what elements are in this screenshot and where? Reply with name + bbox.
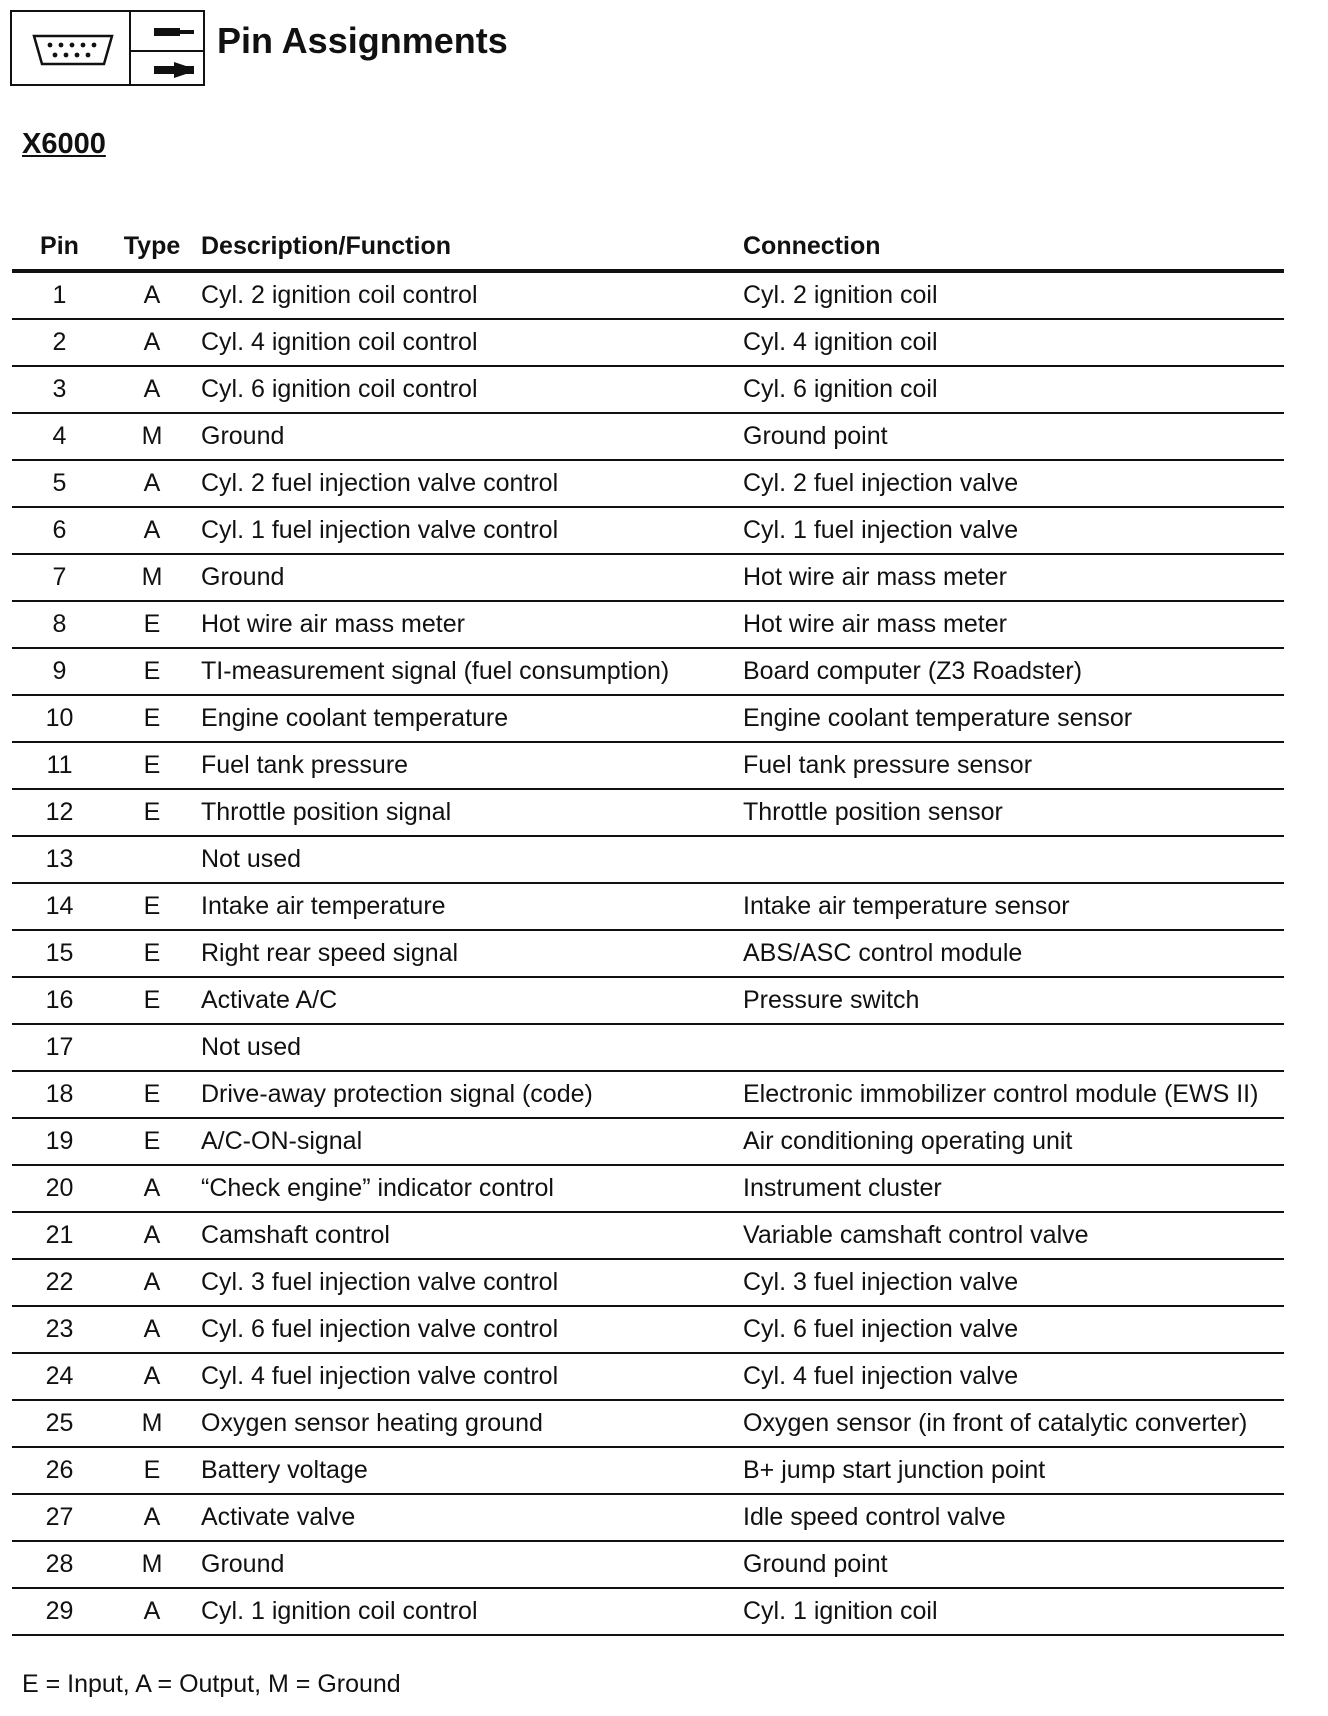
description-cell: Cyl. 4 ignition coil control [197, 319, 739, 366]
pin-cell: 10 [12, 695, 107, 742]
pin-cell: 9 [12, 648, 107, 695]
type-cell: M [107, 1541, 197, 1588]
table-row [12, 1071, 1284, 1118]
type-cell [107, 1024, 197, 1071]
type-cell: E [107, 742, 197, 789]
connection-cell: Ground point [739, 413, 1284, 460]
connector-icon [30, 32, 116, 68]
description-cell: A/C-ON-signal [197, 1118, 739, 1165]
type-cell: E [107, 789, 197, 836]
description-cell: Oxygen sensor heating ground [197, 1400, 739, 1447]
table-row [12, 319, 1284, 366]
table-row [12, 271, 1284, 319]
type-cell: A [107, 271, 197, 319]
pin-table [12, 226, 1284, 1636]
table-row [12, 1494, 1284, 1541]
socket-icon [152, 57, 196, 83]
table-row [12, 1212, 1284, 1259]
pin-cell: 20 [12, 1165, 107, 1212]
description-cell: Intake air temperature [197, 883, 739, 930]
table-row [12, 507, 1284, 554]
table-row [12, 1024, 1284, 1071]
type-cell: A [107, 1494, 197, 1541]
description-cell: Activate valve [197, 1494, 739, 1541]
description-cell: Drive-away protection signal (code) [197, 1071, 739, 1118]
connection-cell: Fuel tank pressure sensor [739, 742, 1284, 789]
connection-cell: Cyl. 6 ignition coil [739, 366, 1284, 413]
description-cell: Battery voltage [197, 1447, 739, 1494]
description-cell: Cyl. 2 ignition coil control [197, 271, 739, 319]
type-cell: M [107, 1400, 197, 1447]
description-cell: Ground [197, 413, 739, 460]
description-cell: Activate A/C [197, 977, 739, 1024]
connection-cell: Cyl. 3 fuel injection valve [739, 1259, 1284, 1306]
type-cell: E [107, 601, 197, 648]
table-row [12, 413, 1284, 460]
table-row [12, 1541, 1284, 1588]
description-cell: Hot wire air mass meter [197, 601, 739, 648]
connection-cell [739, 836, 1284, 883]
table-row [12, 1165, 1284, 1212]
type-cell: A [107, 1588, 197, 1635]
connection-cell: Cyl. 1 fuel injection valve [739, 507, 1284, 554]
type-cell: E [107, 648, 197, 695]
description-cell: Cyl. 3 fuel injection valve control [197, 1259, 739, 1306]
pin-cell: 19 [12, 1118, 107, 1165]
column-header-pin: Pin [12, 226, 107, 271]
pin-cell: 17 [12, 1024, 107, 1071]
pin-cell: 23 [12, 1306, 107, 1353]
pin-cell: 7 [12, 554, 107, 601]
type-cell: E [107, 1447, 197, 1494]
table-row [12, 789, 1284, 836]
type-cell: E [107, 977, 197, 1024]
connection-cell: Hot wire air mass meter [739, 601, 1284, 648]
table-row [12, 460, 1284, 507]
type-cell: A [107, 460, 197, 507]
table-row [12, 601, 1284, 648]
description-cell: TI-measurement signal (fuel consumption) [197, 648, 739, 695]
type-cell: E [107, 695, 197, 742]
pin-cell: 12 [12, 789, 107, 836]
description-cell: Cyl. 6 ignition coil control [197, 366, 739, 413]
connector-id: X6000 [22, 128, 106, 160]
connection-cell: Pressure switch [739, 977, 1284, 1024]
pin-cell: 26 [12, 1447, 107, 1494]
type-cell: M [107, 554, 197, 601]
connection-cell [739, 1024, 1284, 1071]
pin-cell: 4 [12, 413, 107, 460]
column-header-description: Description/Function [197, 226, 739, 271]
pin-cell: 28 [12, 1541, 107, 1588]
connection-cell: Cyl. 2 ignition coil [739, 271, 1284, 319]
pin-cell: 2 [12, 319, 107, 366]
connection-cell: Cyl. 2 fuel injection valve [739, 460, 1284, 507]
type-cell: A [107, 1165, 197, 1212]
type-cell: A [107, 1353, 197, 1400]
type-cell: M [107, 413, 197, 460]
connection-cell: ABS/ASC control module [739, 930, 1284, 977]
description-cell: Ground [197, 1541, 739, 1588]
pin-cell: 15 [12, 930, 107, 977]
type-cell: A [107, 507, 197, 554]
table-row [12, 1400, 1284, 1447]
description-cell: Cyl. 2 fuel injection valve control [197, 460, 739, 507]
plug-icon [152, 20, 196, 44]
header-icon-box [10, 10, 205, 86]
connection-cell: Oxygen sensor (in front of catalytic converter) [739, 1400, 1284, 1447]
table-row [12, 1306, 1284, 1353]
table-row [12, 836, 1284, 883]
description-cell: Cyl. 4 fuel injection valve control [197, 1353, 739, 1400]
pin-cell: 13 [12, 836, 107, 883]
type-cell: E [107, 1118, 197, 1165]
type-cell: A [107, 1212, 197, 1259]
pin-cell: 5 [12, 460, 107, 507]
description-cell: Camshaft control [197, 1212, 739, 1259]
table-row [12, 695, 1284, 742]
page-title: Pin Assignments [217, 20, 508, 61]
type-cell: E [107, 883, 197, 930]
type-legend: E = Input, A = Output, M = Ground [22, 1670, 401, 1698]
table-body [12, 271, 1284, 1635]
table-row [12, 1353, 1284, 1400]
connection-cell: Cyl. 1 ignition coil [739, 1588, 1284, 1635]
pin-cell: 29 [12, 1588, 107, 1635]
pin-cell: 22 [12, 1259, 107, 1306]
description-cell: Ground [197, 554, 739, 601]
pin-cell: 18 [12, 1071, 107, 1118]
description-cell: “Check engine” indicator control [197, 1165, 739, 1212]
connection-cell: Air conditioning operating unit [739, 1118, 1284, 1165]
pin-cell: 8 [12, 601, 107, 648]
connection-cell: Board computer (Z3 Roadster) [739, 648, 1284, 695]
connection-cell: Cyl. 6 fuel injection valve [739, 1306, 1284, 1353]
table-header-row [12, 226, 1284, 271]
connection-cell: Engine coolant temperature sensor [739, 695, 1284, 742]
type-cell [107, 836, 197, 883]
connection-cell: Ground point [739, 1541, 1284, 1588]
table-row [12, 1118, 1284, 1165]
connection-cell: Intake air temperature sensor [739, 883, 1284, 930]
pin-cell: 24 [12, 1353, 107, 1400]
pin-cell: 11 [12, 742, 107, 789]
type-cell: E [107, 1071, 197, 1118]
description-cell: Cyl. 1 fuel injection valve control [197, 507, 739, 554]
description-cell: Engine coolant temperature [197, 695, 739, 742]
table-row [12, 1259, 1284, 1306]
pin-cell: 6 [12, 507, 107, 554]
pin-cell: 25 [12, 1400, 107, 1447]
pin-cell: 14 [12, 883, 107, 930]
description-cell: Right rear speed signal [197, 930, 739, 977]
type-cell: A [107, 319, 197, 366]
table-row [12, 554, 1284, 601]
column-header-type: Type [107, 226, 197, 271]
pin-cell: 3 [12, 366, 107, 413]
column-header-connection: Connection [739, 226, 1284, 271]
table-row [12, 930, 1284, 977]
pin-cell: 21 [12, 1212, 107, 1259]
description-cell: Not used [197, 1024, 739, 1071]
table-row [12, 883, 1284, 930]
type-cell: E [107, 930, 197, 977]
table-row [12, 1588, 1284, 1635]
connection-cell: Electronic immobilizer control module (EWS II) [739, 1071, 1284, 1118]
connection-cell: Idle speed control valve [739, 1494, 1284, 1541]
pin-cell: 16 [12, 977, 107, 1024]
description-cell: Throttle position signal [197, 789, 739, 836]
type-cell: A [107, 1259, 197, 1306]
table-row [12, 366, 1284, 413]
description-cell: Cyl. 1 ignition coil control [197, 1588, 739, 1635]
connection-cell: Cyl. 4 fuel injection valve [739, 1353, 1284, 1400]
pin-cell: 27 [12, 1494, 107, 1541]
connection-cell: Instrument cluster [739, 1165, 1284, 1212]
description-cell: Fuel tank pressure [197, 742, 739, 789]
table-row [12, 742, 1284, 789]
type-cell: A [107, 1306, 197, 1353]
table-row [12, 648, 1284, 695]
description-cell: Not used [197, 836, 739, 883]
table-row [12, 977, 1284, 1024]
connection-cell: B+ jump start junction point [739, 1447, 1284, 1494]
connection-cell: Cyl. 4 ignition coil [739, 319, 1284, 366]
pin-cell: 1 [12, 271, 107, 319]
connection-cell: Variable camshaft control valve [739, 1212, 1284, 1259]
connection-cell: Throttle position sensor [739, 789, 1284, 836]
connection-cell: Hot wire air mass meter [739, 554, 1284, 601]
type-cell: A [107, 366, 197, 413]
table-row [12, 1447, 1284, 1494]
description-cell: Cyl. 6 fuel injection valve control [197, 1306, 739, 1353]
